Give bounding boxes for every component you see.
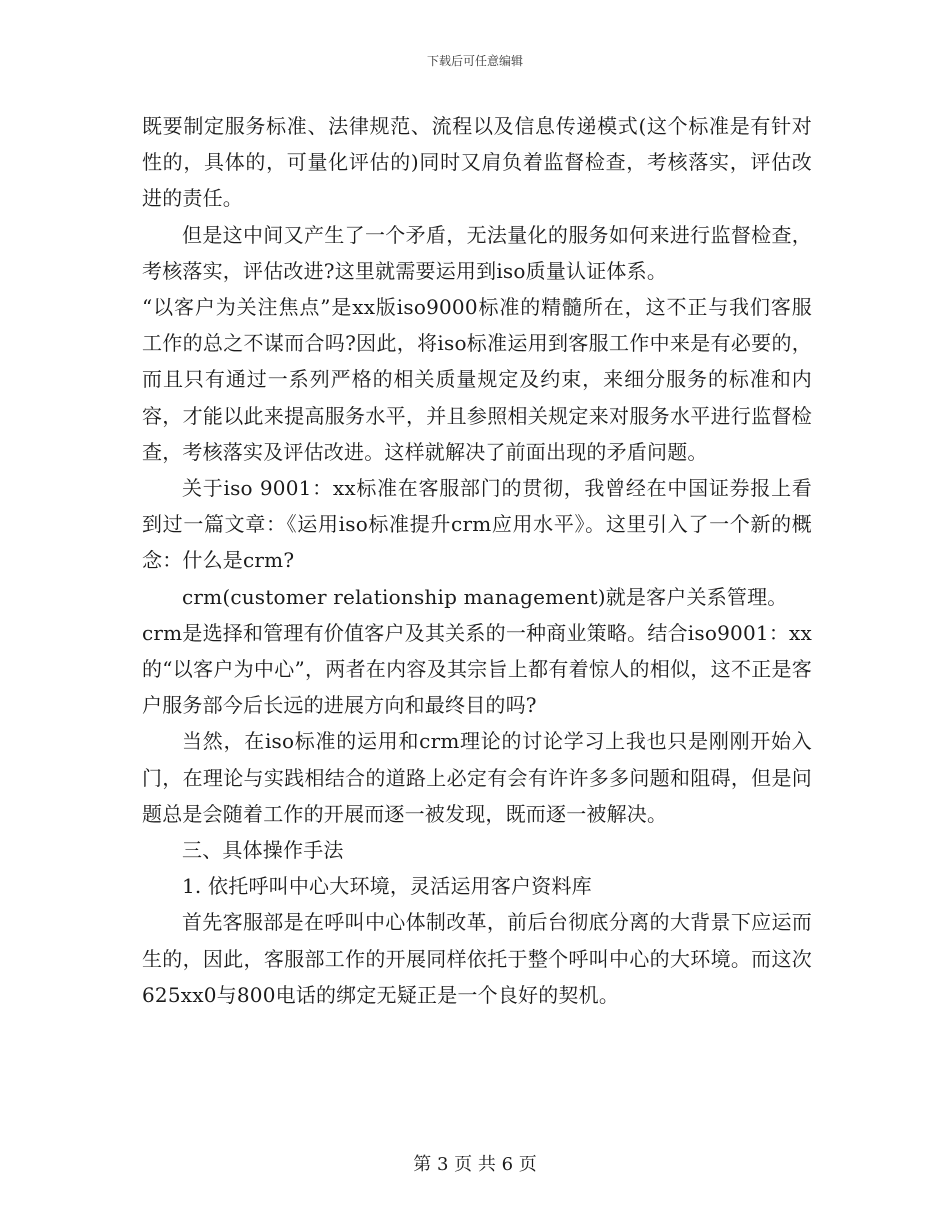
- page-footer: 第 3 页 共 6 页: [413, 1154, 537, 1175]
- paragraph: 既要制定服务标准、法律规范、流程以及信息传递模式(这个标准是有针对性的，具体的，可量化评估的)同时又肩负着监督检查，考核落实，评估改进的责任。: [142, 114, 812, 211]
- document-body: [142, 108, 812, 1013]
- paragraph: crm是选择和管理有价值客户及其关系的一种商业策略。结合iso9001：xx的“以客户为中心”，两者在内容及其宗旨上都有着惊人的相似，这不正是客户服务部今后长远的进展方向和最终目的吗?: [142, 620, 812, 718]
- subsection-heading: 1. 依托呼叫中心大环境，灵活运用客户资料库: [182, 874, 592, 899]
- paragraph: “以客户为关注焦点”是xx版iso9000标准的精髓所在，这不正与我们客服工作的总之不谋而合吗?因此，将iso标准运用到客服工作中来是有必要的，而且只有通过一系列严格的相关质量规定及约束，来细分服务的标准和内容，才能以此来提高服务水平，并且参照相关规定来对服务水平进行监督检查，考核落实及评估改进。这样就解决了前面出现的矛盾问题。: [142, 295, 812, 464]
- paragraph: 但是这中间又产生了一个矛盾，无法量化的服务如何来进行监督检查，考核落实，评估改进?这里就需要运用到iso质量认证体系。: [142, 222, 812, 283]
- page-header: 下载后可任意编辑: [426, 54, 523, 68]
- section-heading: 三、具体操作手法: [182, 838, 344, 863]
- paragraph: 当然，在iso标准的运用和crm理论的讨论学习上我也只是刚刚开始入门，在理论与实践相结合的道路上必定有会有许许多多问题和阻碍，但是问题总是会随着工作的开展而逐一被发现，既而逐一被解决。: [142, 729, 812, 826]
- paragraph: 首先客服部是在呼叫中心体制改革，前后台彻底分离的大背景下应运而生的，因此，客服部工作的开展同样依托于整个呼叫中心的大环境。而这次625xx0与800电话的绑定无疑正是一个良好的契机。: [142, 910, 812, 1007]
- paragraph: crm(customer relationship management)就是客户关系管理。: [182, 584, 788, 609]
- paragraph: 关于iso 9001：xx标准在客服部门的贯彻，我曾经在中国证券报上看到过一篇文章：《运用iso标准提升crm应用水平》。这里引入了一个新的概念：什么是crm?: [142, 476, 812, 573]
